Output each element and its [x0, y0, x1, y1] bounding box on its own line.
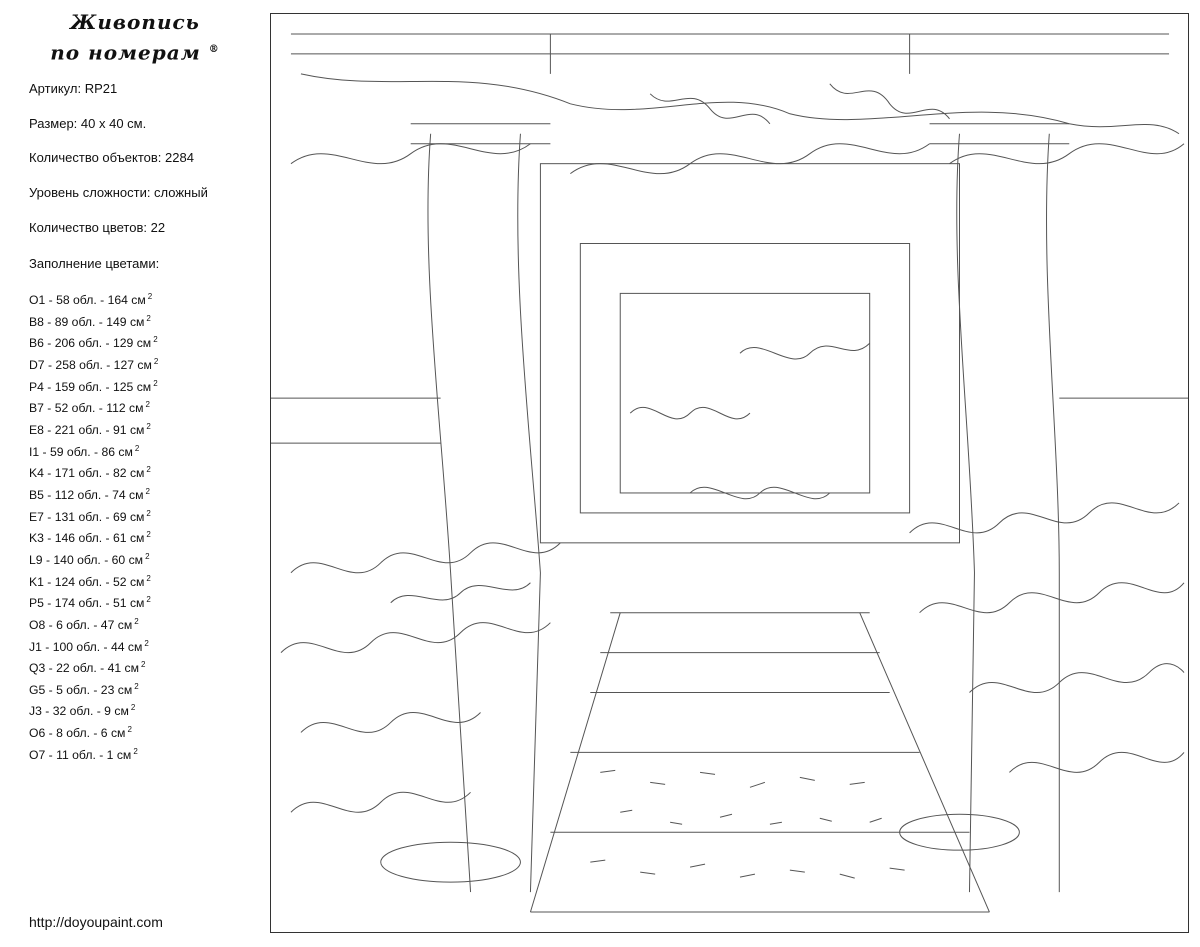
color-row-text: I1 - 59 обл. - 86 см	[29, 444, 133, 459]
objects-count-label: Количество объектов: 2284	[29, 150, 194, 165]
color-row-text: O1 - 58 обл. - 164 см	[29, 293, 146, 308]
unit-superscript: 2	[144, 638, 149, 648]
brand-line-2-text: по номерам	[50, 40, 201, 65]
color-list	[29, 288, 158, 764]
color-row	[29, 396, 158, 418]
color-row-text: J3 - 32 обл. - 9 см	[29, 704, 129, 719]
color-row-text: E7 - 131 обл. - 69 см	[29, 509, 145, 524]
color-row-text: K4 - 171 обл. - 82 см	[29, 466, 145, 481]
color-row	[29, 353, 158, 375]
color-row-text: P4 - 159 обл. - 125 см	[29, 379, 152, 394]
color-row	[29, 375, 158, 397]
color-row	[29, 656, 158, 678]
color-row	[29, 721, 158, 743]
brand-line-1: Живопись	[70, 10, 200, 34]
color-row	[29, 288, 158, 310]
unit-superscript: 2	[153, 335, 158, 345]
unit-superscript: 2	[134, 443, 140, 453]
unit-superscript: 2	[145, 400, 150, 410]
color-row	[29, 310, 158, 332]
color-row-text: B6 - 206 обл. - 129 см	[29, 336, 152, 351]
line-art-drawing	[271, 14, 1188, 932]
color-row	[29, 613, 158, 635]
color-row	[29, 570, 158, 592]
color-row-text: P5 - 174 обл. - 51 см	[29, 596, 145, 611]
color-row-text: B7 - 52 обл. - 112 см	[29, 401, 144, 416]
color-row	[29, 331, 158, 353]
color-row	[29, 505, 158, 527]
color-row	[29, 678, 158, 700]
unit-superscript: 2	[145, 486, 150, 496]
color-row	[29, 743, 158, 765]
unit-superscript: 2	[147, 292, 153, 301]
color-row-text: D7 - 258 обл. - 127 см	[29, 358, 152, 373]
size-label: Размер: 40 х 40 см.	[29, 116, 147, 131]
color-row-text: B5 - 112 обл. - 74 см	[29, 487, 144, 502]
unit-superscript: 2	[146, 573, 151, 583]
color-row-text: O8 - 6 обл. - 47 см	[29, 617, 133, 632]
brand-line-2	[20, 36, 250, 67]
unit-superscript: 2	[134, 616, 139, 626]
color-row-text: E8 - 221 обл. - 91 см	[29, 423, 145, 437]
unit-superscript: 2	[127, 725, 132, 735]
article-label: Артикул: RP21	[29, 81, 118, 96]
color-row	[29, 483, 158, 505]
unit-superscript: 2	[146, 313, 151, 323]
unit-superscript: 2	[133, 746, 138, 756]
unit-superscript: 2	[141, 660, 146, 670]
color-row	[29, 591, 158, 613]
unit-superscript: 2	[146, 595, 151, 605]
color-row	[29, 461, 158, 483]
color-row-text: K1 - 124 обл. - 52 см	[29, 574, 145, 589]
unit-superscript: 2	[145, 551, 150, 561]
color-row-text: L9 - 140 обл. - 60 см	[29, 552, 144, 567]
difficulty-label: Уровень сложности: сложный	[29, 185, 208, 200]
color-row-text: Q3 - 22 обл. - 41 см	[29, 661, 139, 676]
registered-mark: ®	[208, 44, 220, 55]
line-art-canvas	[270, 13, 1189, 933]
color-row	[29, 526, 158, 548]
color-count-label: Количество цветов: 22	[29, 220, 166, 235]
color-row-text: O6 - 8 обл. - 6 см	[29, 726, 126, 741]
color-row-text: O7 - 11 обл. - 1 см	[29, 747, 132, 762]
unit-superscript: 2	[134, 681, 139, 691]
color-row	[29, 635, 158, 657]
unit-superscript: 2	[146, 508, 151, 518]
color-row	[29, 699, 158, 721]
color-row-text: J1 - 100 обл. - 44 см	[29, 639, 143, 654]
color-row-text: K3 - 146 обл. - 61 см	[29, 531, 145, 546]
unit-superscript: 2	[146, 465, 151, 475]
color-row-text: B8 - 89 обл. - 149 см	[29, 314, 145, 329]
fill-heading: Заполнение цветами:	[29, 256, 160, 271]
unit-superscript: 2	[153, 356, 159, 366]
unit-superscript: 2	[146, 530, 151, 540]
unit-superscript: 2	[130, 703, 136, 713]
color-row-text: G5 - 5 обл. - 23 см	[29, 682, 133, 697]
color-row	[29, 418, 158, 440]
color-row	[29, 440, 158, 462]
unit-superscript: 2	[153, 378, 158, 388]
color-row	[29, 548, 158, 570]
brand-title	[20, 8, 250, 67]
unit-superscript: 2	[146, 421, 151, 431]
line-art-strokes	[271, 34, 1188, 912]
website-link[interactable]: http://doyoupaint.com	[29, 914, 163, 930]
